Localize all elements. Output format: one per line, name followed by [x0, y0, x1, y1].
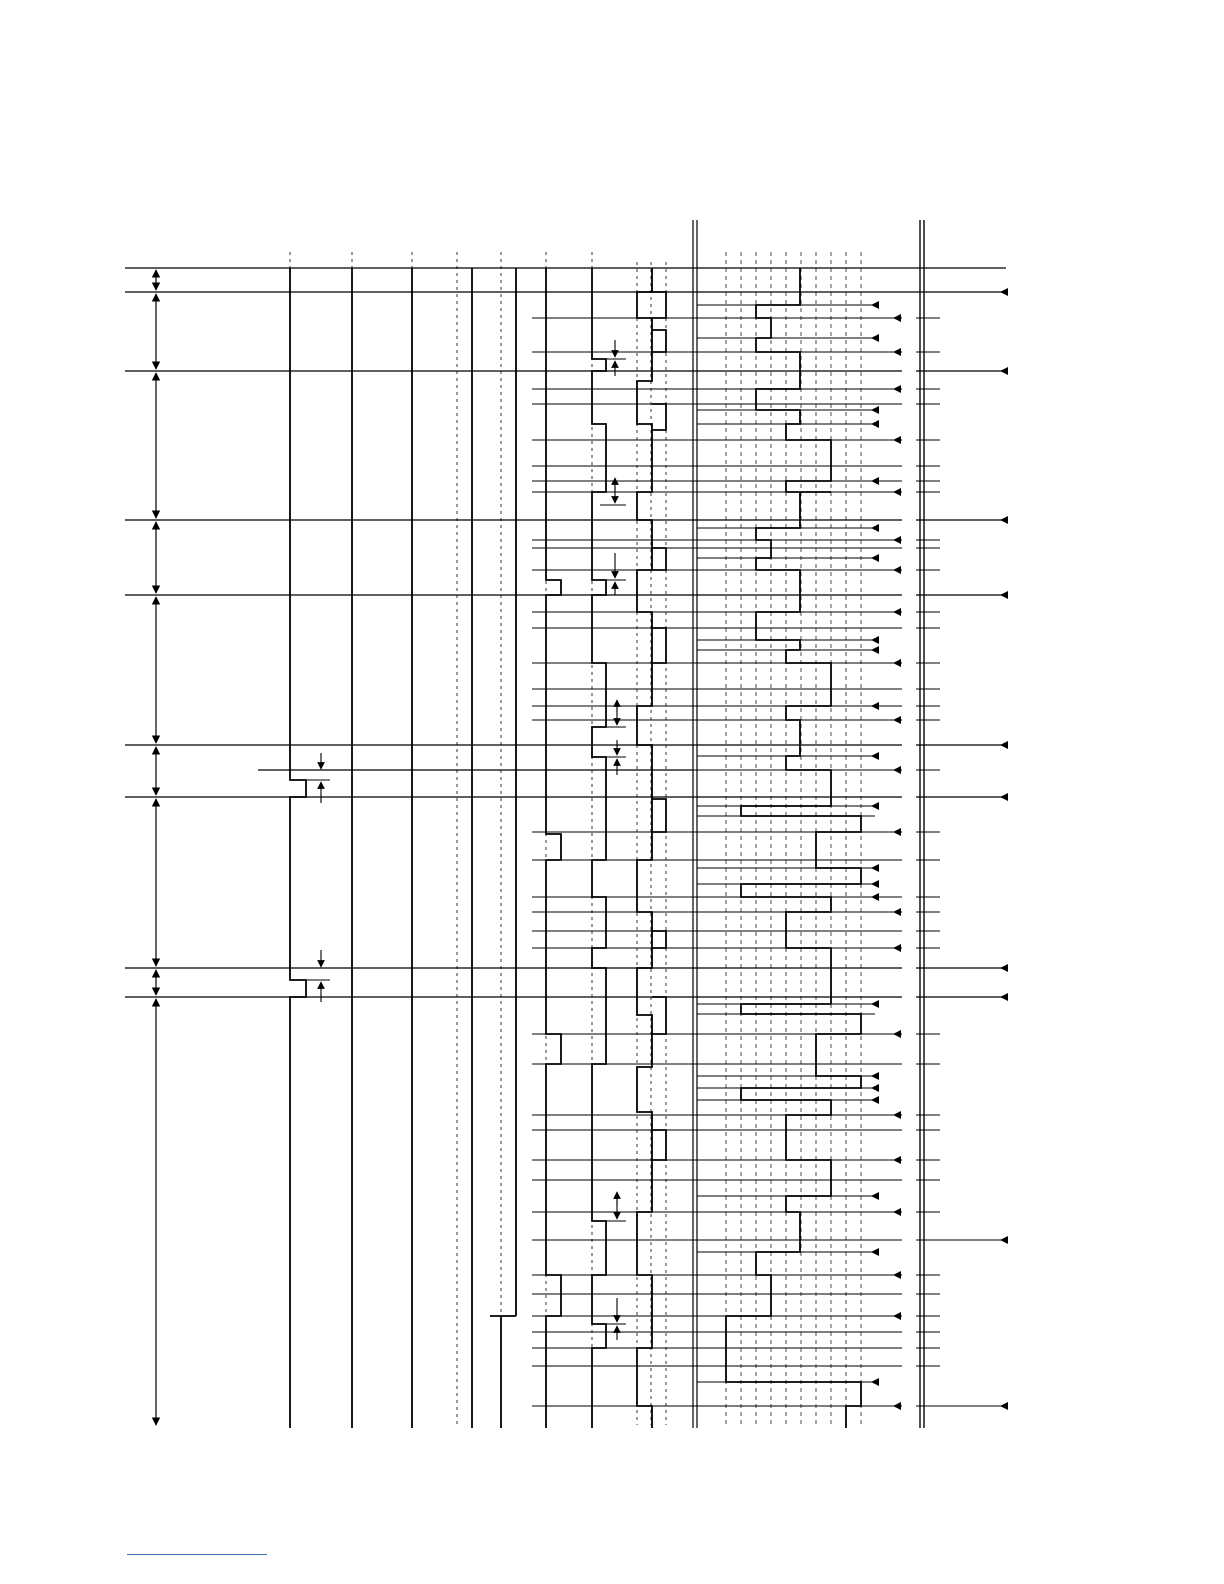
separators: [693, 220, 924, 1428]
output-waveforms: [726, 268, 861, 1428]
setup-markers: [306, 359, 626, 1324]
separator-redraw: [920, 220, 924, 1428]
marker-arrows: [321, 340, 617, 1340]
output-arrowheads: [871, 288, 1008, 1410]
column-guides: [290, 252, 666, 1425]
footer-rule: [127, 1554, 267, 1555]
output-grid: [726, 252, 861, 1425]
gap-masks: [902, 300, 916, 1420]
reference-lines: [125, 268, 1006, 997]
signal-columns: [290, 268, 666, 1428]
signal-ticks: [532, 305, 1006, 1406]
